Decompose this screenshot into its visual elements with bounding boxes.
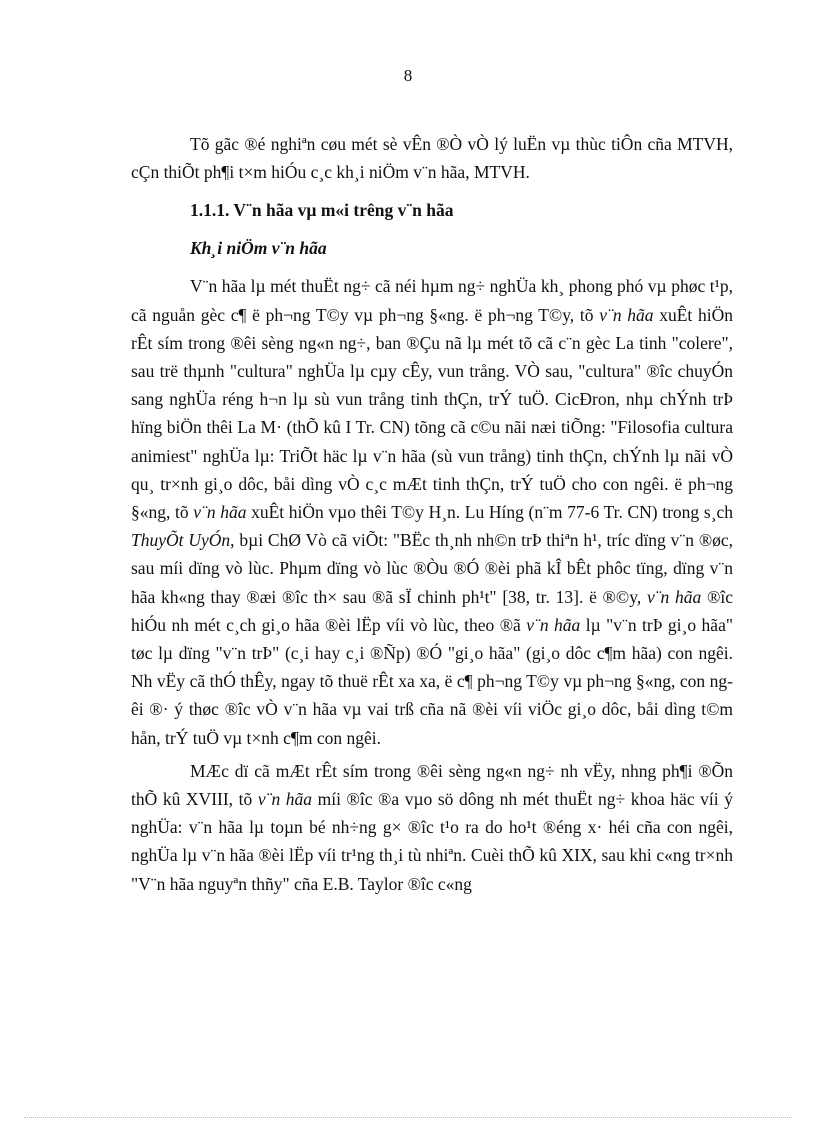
italic-term: v¨n hãa [646, 586, 702, 607]
text-run: míi ®îc ®a vµo sö dông nh mét thuËt ng÷ khoa häc víi ý nghÜa: v¨n hãa lµ toµn bé nh÷ng g× ®îc t¹o ra do ho¹t ®éng x· héi cña con ngêi, nghÜa lµ v¨n hãa ®èi lËp víi tr¹ng th¸i tù nhiªn. Cuèi thÕ kû XIX, sau khi c«ng tr×nh "V¨n hãa nguyªn thñy" cña E.B. Taylor ®îc c«ng [131, 789, 733, 894]
document-body [131, 130, 733, 898]
subsection-heading: Kh¸i niÖm v¨n hãa [190, 238, 327, 259]
text-run: ®îc hiÓu nh mét c¸ch gi¸o hãa ®èi lËp víi vò lùc, theo ®ã [131, 586, 733, 635]
text-run: xuÊt hiÖn vµo thêi T©y H¸n. Lu Híng (n¨m 77-6 Tr. CN) trong s¸ch [246, 502, 733, 523]
italic-term: v¨n hãa [526, 614, 581, 635]
text-run: xuÊt hiÖn rÊt sím trong ®êi sèng ng«n ng÷, ban ®Çu nã lµ mét tõ cã c¨n gèc La tinh "colere", sau trë thµnh "cultura" nghÜa lµ cµy cÊy, vun trång. VÒ sau, "cultura" ®îc chuyÓn sang nghÜa réng h¬n lµ sù vun trång tinh thÇn, trÝ tuÖ. CicÐron, nhµ chÝnh trÞ hïng biÖn thêi La M· (thÕ kû I Tr. CN) tõng cã c©u nãi næi tiÕng: "Filosofia cultura animiest" nghÜa lµ: TriÕt häc lµ v¨n hãa (sù vun trång) tinh thÇn, chÝnh lµ nãi vÒ qu¸ tr×nh gi¸o dôc, båi dìng vÒ c¸c mÆt tinh thÇn, trÝ tuÖ cho con ngêi. ë ph¬ng §«ng, tõ [131, 304, 733, 523]
intro-paragraph: Tõ gãc ®é nghiªn cøu mét sè vÊn ®Ò vÒ lý luËn vµ thùc tiÔn cña MTVH, cÇn thiÕt ph¶i t×m hiÓu c¸c kh¸i niÖm v¨n hãa, MTVH. [131, 134, 733, 183]
body-paragraph-1 [131, 272, 733, 751]
book-title: ThuyÕt UyÓn [131, 530, 231, 551]
text-run: lµ "v¨n trÞ gi¸o hãa" tøc lµ dïng "v¨n trÞ" (c¸i hay c¸i ®Ñp) ®Ó "gi¸o hãa" (gi¸o dôc c¶m hãa) con ngêi. Nh vËy cã thÓ thÊy, ngay tõ thuë rÊt xa xa, ë c¶ ph¬ng T©y vµ ph¬ng §«ng, con ngêi ®· ý thøc ®îc vÒ v¨n hãa vµ vai trß cña nã ®èi víi viÖc gi¸o dôc, båi dìng t©m hån, trÝ tuÖ vµ t×nh c¶m con ngêi. [131, 614, 733, 748]
italic-term: v¨n hãa [257, 789, 313, 810]
text-run: MÆc dï cã mÆt rÊt sím trong ®êi sèng ng«n ng÷ nh vËy, nhng ph¶i ®Õn thÕ kû XVIII, tõ [131, 760, 733, 810]
page-bottom-divider [24, 1117, 792, 1118]
italic-term: v¨n hãa [599, 304, 654, 325]
text-run: V¨n hãa lµ mét thuËt ng÷ cã néi hµm ng÷ nghÜa kh¸ phong phó vµ phøc t¹p, cã nguån gèc c¶ ë ph¬ng T©y vµ ph¬ng §«ng. ë ph¬ng T©y, tõ [131, 276, 733, 325]
italic-term: v¨n hãa [193, 502, 247, 523]
section-heading: 1.1.1. V¨n hãa vµ m«i trêng v¨n hãa [190, 200, 454, 221]
body-paragraph-2 [131, 757, 733, 898]
text-run: , bµi ChØ Vò cã viÕt: "BËc th¸nh nh©n trÞ thiªn h¹, tríc dïng v¨n ®øc, sau míi dïng vò lùc. Phµm dïng vò lùc ®Òu ®Ó ®èi phã kÎ bÊt phôc tïng, dïng v¨n hãa kh«ng thay ®æi ®îc th× sau ®ã sÏ chinh ph¹t" [38, tr. 13]. ë ®©y, [131, 530, 734, 607]
page-number: 8 [403, 66, 413, 85]
